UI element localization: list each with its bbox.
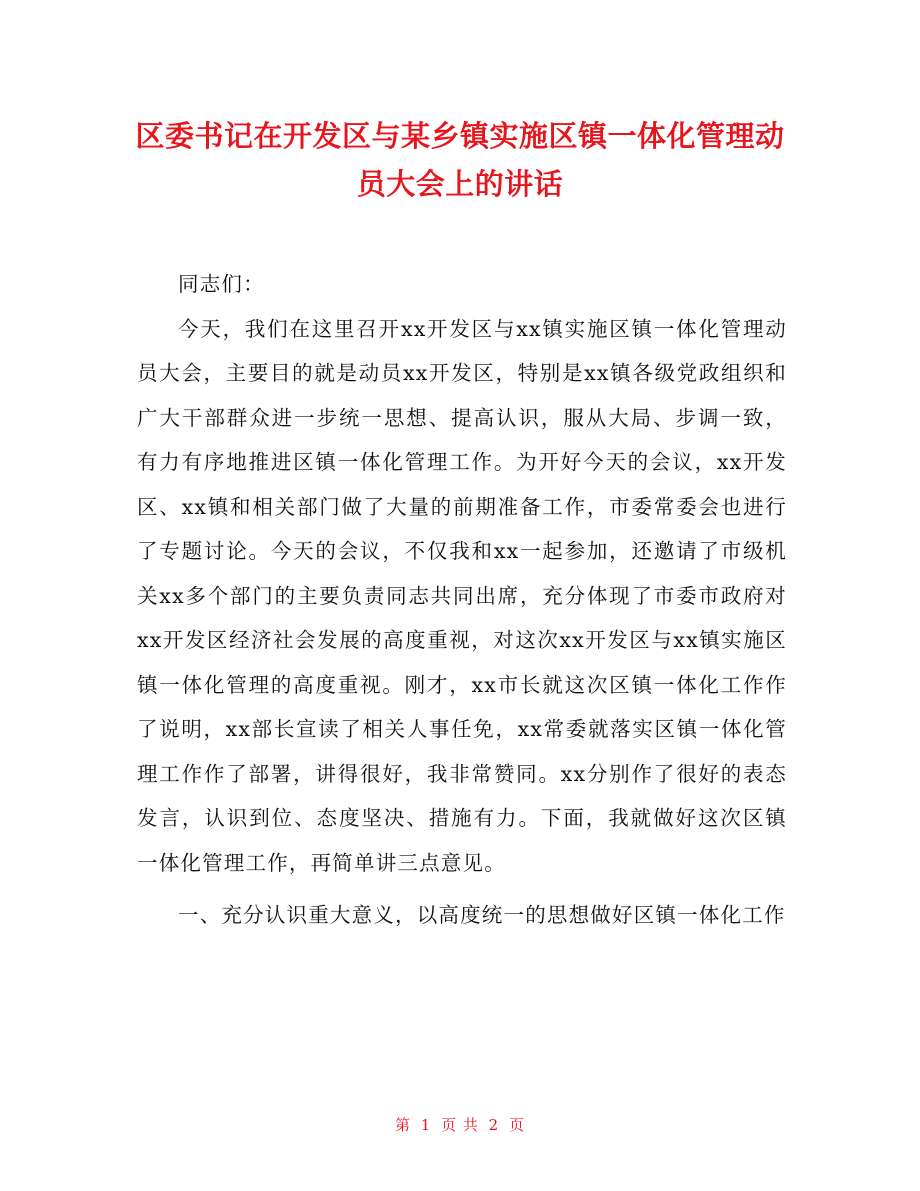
body-paragraph: 今天，我们在这里召开xx开发区与xx镇实施区镇一体化管理动员大会，主要目的就是动员xx开发区，特别是xx镇各级党政组织和广大干部群众进一步统一思想、提高认识，服从大局、步调一致，有力有序地推进区镇一体化管理工作。为开好今天的会议，xx开发区、xx镇和相关部门做了大量的前期准备工作，市委常委会也进行了专题讨论。今天的会议，不仅我和xx一起参加，还邀请了市级机关xx多个部门的主要负责同志共同出席，充分体现了市委市政府对xx开发区经济社会发展的高度重视，对这次xx开发区与xx镇实施区镇一体化管理的高度重视。刚才，xx市长就这次区镇一体化工作作了说明，xx部长宣读了相关人事任免，xx常委就落实区镇一体化管理工作作了部署，讲得很好，我非常赞同。xx分别作了很好的表态发言，认识到位、态度坚决、措施有力。下面，我就做好这次区镇一体化管理工作，再简单讲三点意见。 <box>137 316 787 875</box>
greeting: 同志们： <box>178 272 265 296</box>
section-heading: 一、充分认识重大意义，以高度统一的思想做好区镇一体化工作 <box>178 903 786 927</box>
footer-mid: 页 共 <box>441 1116 479 1134</box>
footer-page-total: 2 <box>488 1116 500 1134</box>
footer-prefix: 第 <box>394 1116 411 1134</box>
document-title: 区委书记在开发区与某乡镇实施区镇一体化管理动员大会上的讲话 <box>135 119 785 201</box>
footer-page-number: 1 <box>420 1116 432 1134</box>
page-footer <box>0 1114 920 1135</box>
document-body <box>137 262 787 938</box>
footer-suffix: 页 <box>509 1116 526 1134</box>
